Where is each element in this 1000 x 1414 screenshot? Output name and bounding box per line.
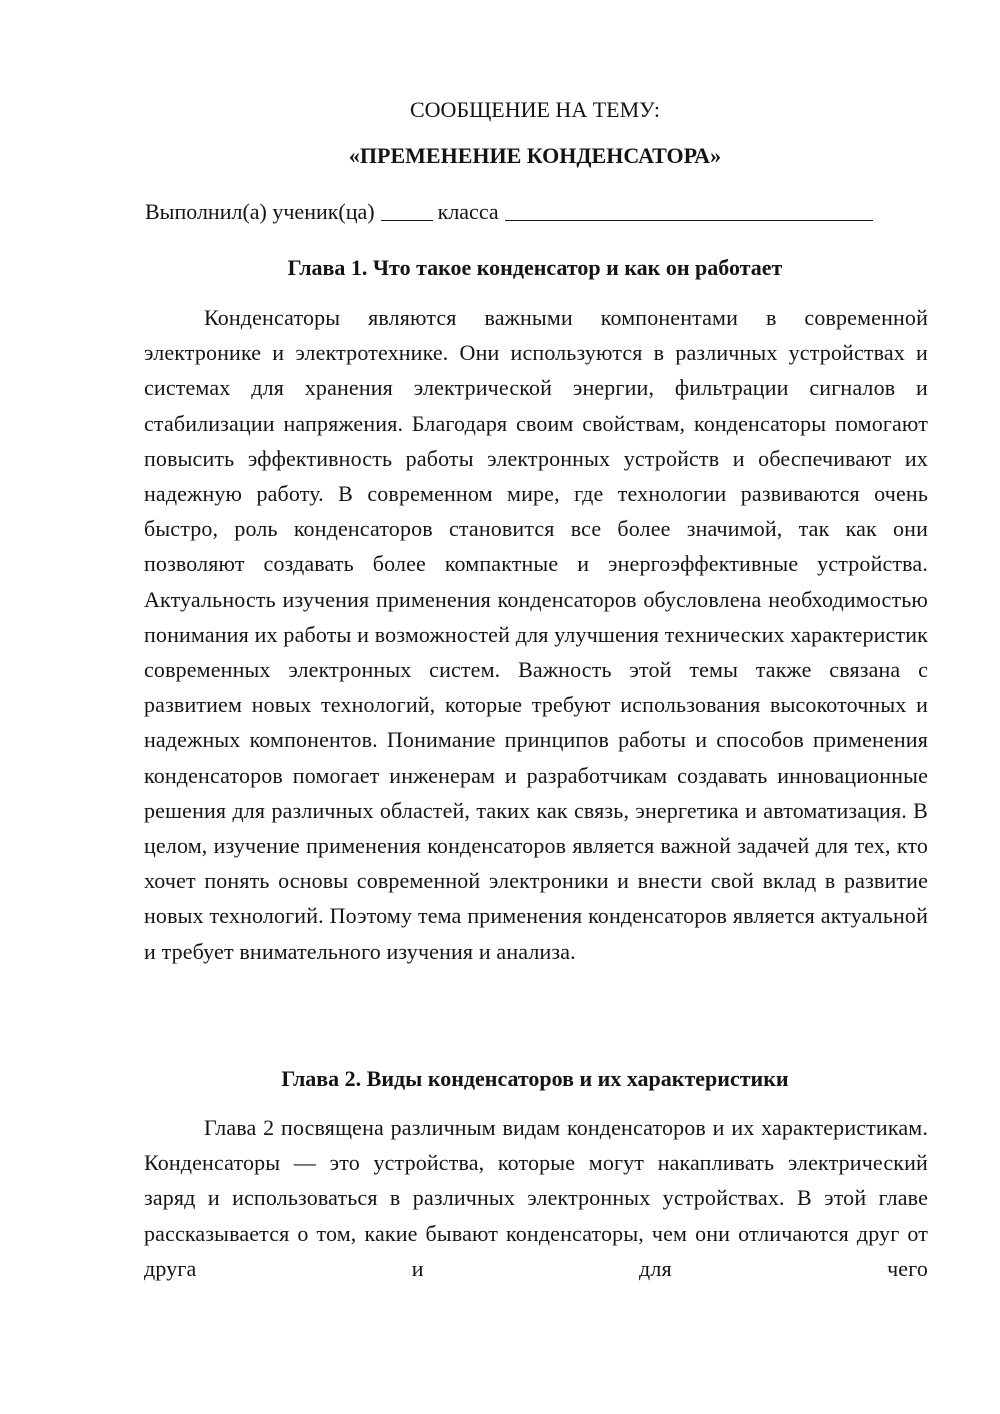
chapter-1-heading: Глава 1. Что такое конденсатор и как он работает <box>287 255 783 280</box>
chapter-2-heading: Глава 2. Виды конденсаторов и их характеристики <box>281 1066 789 1091</box>
author-line <box>145 199 873 225</box>
document-title-line-2: «ПРЕМЕНЕНИЕ КОНДЕНСАТОРА» <box>348 143 722 168</box>
grade-blank-field <box>381 200 433 221</box>
chapter-2-paragraph: Глава 2 посвящена различным видам конденсаторов и их характеристикам. Конденсаторы — это устройства, которые могут накапливать электрический заряд и использоваться в различных электронных устройствах. В этой главе рассказывается о том, какие бывают конденсаторы, чем они отличаются друг от друга и для чего <box>144 1115 928 1281</box>
document-title-line-1: СООБЩЕНИЕ НА ТЕМУ: <box>410 97 660 122</box>
chapter-1-paragraph: Конденсаторы являются важными компонентами в современной электронике и электротехнике. Они используются в различных устройствах и системах для хранения электрической энергии, фильтрации сигналов и стабилизации напряжения. Благодаря своим свойствам, конденсаторы помогают повысить эффективность работы электронных устройств и обеспечивают их надежную работу. В современном мире, где технологии развиваются очень быстро, роль конденсаторов становится все более значимой, так как они позволяют создавать более компактные и энергоэффективные устройства. Актуальность изучения применения конденсаторов обусловлена необходимостью понимания их работы и возможностей для улучшения технических характеристик современных электронных систем. Важность этой темы также связана с развитием новых технологий, которые требуют использования высокоточных и надежных компонентов. Понимание принципов работы и способов применения конденсаторов помогает инженерам и разработчикам создавать инновационные решения для различных областей, таких как связь, энергетика и автоматизация. В целом, изучение применения конденсаторов является важной задачей для тех, кто хочет понять основы современной электроники и внести свой вклад в развитие новых технологий. Поэтому тема применения конденсаторов является актуальной и требует внимательного изучения и анализа. <box>144 305 928 964</box>
performed-by-label: Выполнил(а) ученик(ца) <box>145 199 375 224</box>
grade-label: класса <box>437 199 499 224</box>
class-blank-field <box>505 200 873 221</box>
